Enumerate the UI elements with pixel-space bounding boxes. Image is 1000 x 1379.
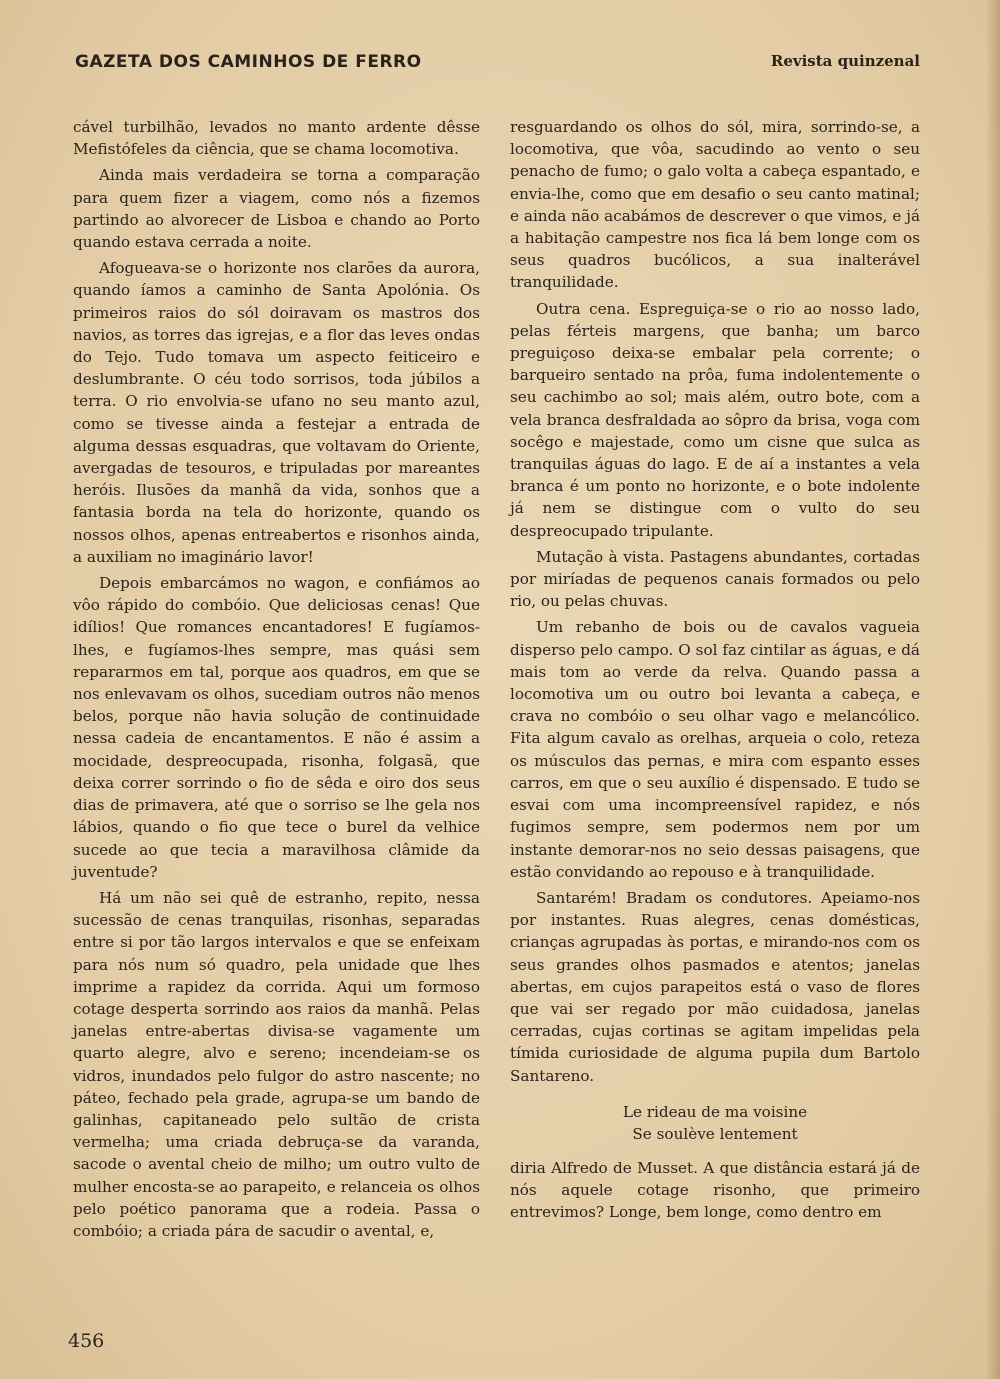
verse-quotation (510, 1101, 920, 1145)
right-closing-paragraph: diria Alfredo de Musset. A que distância estará já de nós aquele cotage risonho, que primeiro entrevimos? Longe, bem longe, como dentro em (510, 1158, 920, 1222)
right-paragraph-4: Um rebanho de bois ou de cavalos vagueia disperso pelo campo. O sol faz cintilar as águas, e dá mais tom ao verde da relva. Quando passa a locomotiva um ou outro boi levanta a cabeça, e crava no combóio o seu olhar vago e melancólico. Fita algum cavalo as orelhas, arqueia o colo, reteza os músculos das pernas, e mira com espanto esses carros, em que o seu auxílio é dispensado. E tudo se esvai com uma incompreensível rapidez, e nós fugimos sempre, sem podermos nem por um instante demorar-nos no seio dessas paisagens, que estão convidando ao repouso e à tranquilidade. (510, 618, 920, 881)
publication-title: GAZETA DOS CAMINHOS DE FERRO (75, 52, 422, 72)
left-paragraph-5: Há um não sei quê de estranho, repito, nessa sucessão de cenas tranquilas, risonhas, separadas entre si por tão largos intervalos e que se enfeixam para nós num só quadro, pela unidade que lhes imprime a rapidez da corrida. Aqui um formoso cotage desperta sorrindo aos raios da manhã. Pelas janelas entre-abertas divisa-se vagamente um quarto alegre, alvo e sereno; incendeiam-se os vidros, inundados pelo fulgor do astro nascente; no páteo, fechado pela grade, agrupa-se um bando de galinhas, capitaneado pelo sultão de crista vermelha; uma criada debruça-se da varanda, sacode o avental cheio de milho; um outro vulto de mulher encosta-se ao parapeito, e relanceia os olhos pelo poético panorama que a rodeia. Passa o combóio; a criada pára de sacudir o avental, e, (73, 888, 480, 1240)
right-paragraph-3: Mutação à vista. Pastagens abundantes, cortadas por miríadas de pequenos canais formados ou pelo rio, ou pelas chuvas. (510, 547, 920, 611)
left-paragraph-1: cável turbilhão, levados no manto ardente dêsse Mefistófeles da ciência, que se chama locomotiva. (73, 118, 480, 159)
verse-line-1: Le rideau de ma voisine (622, 1102, 808, 1121)
right-paragraph-2: Outra cena. Espreguiça-se o rio ao nosso lado, pelas férteis margens, que banha; um barco preguiçoso deixa-se embalar pela corrente; o barqueiro sentado na prôa, fuma indolentemente o seu cachimbo ao sol; mais além, outro bote, com a vela branca desfraldada ao sôpro da brisa, voga com socêgo e majestade, como um cisne que sulca as tranquilas águas do lago. E de aí a instantes a vela branca é um ponto no horizonte, e o bote indolente já nem se distingue com o vulto do seu despreocupado tripulante. (510, 299, 920, 540)
left-column (73, 116, 480, 1242)
right-paragraph-5: Santarém! Bradam os condutores. Apeiamo-nos por instantes. Ruas alegres, cenas domésticas, crianças agrupadas às portas, e mirando-nos com os seus grandes olhos pasmados e atentos; janelas abertas, em cujos parapeitos está o vaso de flores que vai ser regado por mão cuidadosa, janelas cerradas, cujas cortinas se agitam impelidas pela tímida curiosidade de alguma pupila dum Bartolo Santareno. (510, 888, 920, 1085)
page-edge-shadow (986, 0, 1000, 1379)
running-header (75, 52, 920, 82)
left-paragraph-3: Afogueava-se o horizonte nos clarões da aurora, quando íamos a caminho de Santa Apolónia. Os primeiros raios do sól doiravam os mastros dos navios, as torres das igrejas, e a flor das leves ondas do Tejo. Tudo tomava um aspecto feiticeiro e deslumbrante. O céu todo sorrisos, toda júbilos a terra. O rio envolvia-se ufano no seu manto azul, como se tivesse ainda a festejar a entrada de alguma dessas esquadras, que voltavam do Oriente, avergadas de tesouros, e tripuladas por mareantes heróis. Ilusões da manhã da vida, sonhos que a fantasia borda na tela do horizonte, quando os nossos olhos, apenas entreabertos e risonhos ainda, a auxiliam no imaginário lavor! (73, 259, 480, 566)
publication-subtitle: Revista quinzenal (770, 52, 920, 70)
left-paragraph-2: Ainda mais verdadeira se torna a comparação para quem fizer a viagem, como nós a fizemos partindo ao alvorecer de Lisboa e chando ao Porto quando estava cerrada a noite. (73, 166, 480, 252)
right-column (510, 116, 920, 1223)
right-paragraph-1: resguardando os olhos do sól, mira, sorrindo-se, a locomotiva, que vôa, sacudindo ao vento o seu penacho de fumo; o galo volta a cabeça espantado, e envia-lhe, como que em desafio o seu canto matinal; e ainda não acabámos de descrever o que vimos, e já a habitação campestre nos fica lá bem longe com os seus quadros bucólicos, a sua inalterável tranquilidade. (510, 118, 920, 292)
verse-line-2: Se soulève lentement (632, 1124, 798, 1143)
page-number: 456 (68, 1330, 105, 1352)
left-paragraph-4: Depois embarcámos no wagon, e confiámos ao vôo rápido do combóio. Que deliciosas cenas! Que idílios! Que romances encantadores! E fugíamos-lhes, e fugíamos-lhes sempre, mas quási sem repararmos em tal, porque aos quadros, em que se nos enlevavam os olhos, sucediam outros não menos belos, porque não havia solução de continuidade nessa cadeia de encantamentos. E não é assim a mocidade, despreocupada, risonha, folgasã, que deixa correr sorrindo o fio de sêda e oiro dos seus dias de primavera, até que o sorriso se lhe gela nos lábios, quando o fio que tece o burel da velhice sucede ao que tecia a maravilhosa clâmide da juventude? (73, 574, 480, 881)
